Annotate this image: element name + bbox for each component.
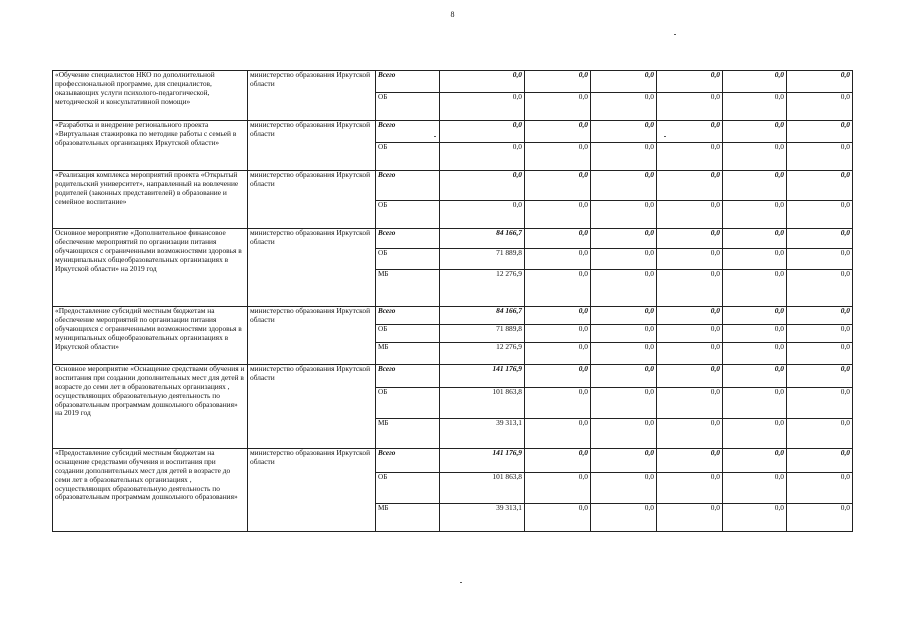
- funding-source-cell: Всего: [376, 307, 440, 325]
- amount-cell: 0,0: [657, 343, 723, 365]
- amount-cell: 0,0: [787, 419, 853, 449]
- funding-source-cell: Всего: [376, 229, 440, 249]
- funding-source-cell: МБ: [376, 504, 440, 532]
- funding-source-cell: МБ: [376, 343, 440, 365]
- amount-cell: 0,0: [525, 307, 591, 325]
- amount-cell: 0,0: [525, 270, 591, 307]
- amount-cell: 0,0: [787, 473, 853, 504]
- amount-cell: 0,0: [525, 143, 591, 171]
- amount-cell: 141 176,9: [440, 365, 525, 388]
- funding-source-cell: Всего: [376, 365, 440, 388]
- amount-cell: 39 313,1: [440, 504, 525, 532]
- amount-cell: 0,0: [591, 249, 657, 270]
- amount-cell: 0,0: [657, 249, 723, 270]
- amount-cell: 0,0: [591, 343, 657, 365]
- amount-cell: 0,0: [591, 388, 657, 419]
- amount-cell: 0,0: [440, 93, 525, 121]
- table-row: [53, 365, 853, 388]
- amount-cell: 0,0: [525, 71, 591, 93]
- scan-speck: [434, 136, 436, 137]
- amount-cell: 0,0: [657, 307, 723, 325]
- amount-cell: 0,0: [657, 121, 723, 143]
- funding-source-cell: Всего: [376, 449, 440, 473]
- activity-name-cell: «Предоставление субсидий местным бюджетам на обеспечение мероприятий по организации питания обучающихся с ограниченными возможностями здоровья в муниципальных общеобразовательных организациях в Иркутской области»: [53, 307, 248, 365]
- responsible-cell: министерство образования Иркутской области: [248, 449, 376, 532]
- budget-table: [52, 70, 853, 532]
- amount-cell: 0,0: [787, 171, 853, 201]
- amount-cell: 0,0: [723, 270, 787, 307]
- amount-cell: 0,0: [723, 93, 787, 121]
- amount-cell: 0,0: [440, 201, 525, 229]
- amount-cell: 0,0: [591, 171, 657, 201]
- amount-cell: 0,0: [440, 171, 525, 201]
- amount-cell: 12 276,9: [440, 343, 525, 365]
- activity-name-cell: «Предоставление субсидий местным бюджетам на оснащение средствами обучения и воспитания при создании дополнительных мест для детей в возрасте до семи лет в образовательных организациях , осуществляющих образовательную деятельность по образовательным программам дошкольного образования»: [53, 449, 248, 532]
- amount-cell: 0,0: [525, 365, 591, 388]
- amount-cell: 0,0: [591, 419, 657, 449]
- amount-cell: 0,0: [657, 201, 723, 229]
- amount-cell: 12 276,9: [440, 270, 525, 307]
- amount-cell: 0,0: [657, 504, 723, 532]
- funding-source-cell: ОБ: [376, 249, 440, 270]
- activity-name-cell: Основное мероприятие «Дополнительное финансовое обеспечение мероприятий по организации питания обучающихся с ограниченными возможностями здоровья в муниципальных общеобразовательных организациях в Иркутской области» на 2019 год: [53, 229, 248, 307]
- responsible-cell: министерство образования Иркутской области: [248, 171, 376, 229]
- funding-source-cell: Всего: [376, 171, 440, 201]
- amount-cell: 0,0: [525, 388, 591, 419]
- table-row: [53, 171, 853, 201]
- amount-cell: 0,0: [525, 171, 591, 201]
- amount-cell: 0,0: [591, 325, 657, 343]
- table-row: [53, 449, 853, 473]
- scan-speck: [664, 136, 666, 137]
- funding-source-cell: МБ: [376, 270, 440, 307]
- amount-cell: 0,0: [657, 419, 723, 449]
- amount-cell: 0,0: [657, 171, 723, 201]
- amount-cell: 0,0: [787, 365, 853, 388]
- activity-name-cell: «Реализация комплекса мероприятий проекта «Открытый родительский университет», направленный на вовлечение родителей (законных представителей) в образование и семейное воспитание»: [53, 171, 248, 229]
- amount-cell: 101 863,8: [440, 388, 525, 419]
- responsible-cell: министерство образования Иркутской области: [248, 229, 376, 307]
- amount-cell: 0,0: [591, 365, 657, 388]
- amount-cell: 0,0: [787, 504, 853, 532]
- amount-cell: 0,0: [591, 504, 657, 532]
- amount-cell: 84 166,7: [440, 229, 525, 249]
- amount-cell: 0,0: [723, 307, 787, 325]
- amount-cell: 0,0: [525, 419, 591, 449]
- funding-source-cell: ОБ: [376, 201, 440, 229]
- funding-source-cell: МБ: [376, 419, 440, 449]
- amount-cell: 0,0: [657, 143, 723, 171]
- amount-cell: 0,0: [723, 473, 787, 504]
- amount-cell: 0,0: [787, 143, 853, 171]
- amount-cell: 0,0: [787, 325, 853, 343]
- funding-source-cell: ОБ: [376, 473, 440, 504]
- amount-cell: 0,0: [787, 201, 853, 229]
- amount-cell: 71 889,8: [440, 249, 525, 270]
- amount-cell: 0,0: [591, 93, 657, 121]
- activity-name-cell: «Разработка и внедрение регионального проекта «Виртуальная стажировка по методике работы с семьей в образовательных организациях Иркутской области»: [53, 121, 248, 171]
- amount-cell: 0,0: [723, 325, 787, 343]
- amount-cell: 0,0: [525, 229, 591, 249]
- page-number: 8: [450, 10, 455, 19]
- amount-cell: 0,0: [657, 71, 723, 93]
- amount-cell: 0,0: [525, 473, 591, 504]
- amount-cell: 0,0: [787, 343, 853, 365]
- amount-cell: 101 863,8: [440, 473, 525, 504]
- scan-speck: [674, 34, 676, 35]
- amount-cell: 0,0: [723, 229, 787, 249]
- activity-name-cell: Основное мероприятие «Оснащение средствами обучения и воспитания при создании дополнительных мест для детей в возрасте до семи лет в образовательных организациях , осуществляющих образовательную деятельность по образовательным программам дошкольного образования» на 2019 год: [53, 365, 248, 449]
- amount-cell: 0,0: [657, 449, 723, 473]
- activity-name-cell: «Обучение специалистов НКО по дополнительной профессиональной программе, для специалистов, оказывающих услуги психолого-педагогической, методической и консультативной помощи»: [53, 71, 248, 121]
- amount-cell: 0,0: [657, 325, 723, 343]
- amount-cell: 0,0: [787, 270, 853, 307]
- amount-cell: 39 313,1: [440, 419, 525, 449]
- funding-source-cell: ОБ: [376, 93, 440, 121]
- amount-cell: 0,0: [525, 93, 591, 121]
- amount-cell: 0,0: [525, 504, 591, 532]
- amount-cell: 0,0: [440, 143, 525, 171]
- amount-cell: 0,0: [657, 93, 723, 121]
- amount-cell: 0,0: [591, 121, 657, 143]
- responsible-cell: министерство образования Иркутской области: [248, 71, 376, 121]
- amount-cell: 0,0: [787, 307, 853, 325]
- amount-cell: 0,0: [723, 365, 787, 388]
- amount-cell: 0,0: [657, 229, 723, 249]
- amount-cell: 0,0: [787, 71, 853, 93]
- scan-speck: [460, 582, 462, 583]
- amount-cell: 0,0: [787, 449, 853, 473]
- amount-cell: 0,0: [723, 143, 787, 171]
- amount-cell: 141 176,9: [440, 449, 525, 473]
- amount-cell: 0,0: [591, 449, 657, 473]
- amount-cell: 0,0: [591, 71, 657, 93]
- amount-cell: 0,0: [525, 249, 591, 270]
- amount-cell: 0,0: [525, 325, 591, 343]
- funding-source-cell: Всего: [376, 71, 440, 93]
- responsible-cell: министерство образования Иркутской области: [248, 307, 376, 365]
- responsible-cell: министерство образования Иркутской области: [248, 365, 376, 449]
- amount-cell: 0,0: [525, 201, 591, 229]
- funding-source-cell: Всего: [376, 121, 440, 143]
- amount-cell: 0,0: [787, 93, 853, 121]
- amount-cell: 0,0: [525, 121, 591, 143]
- amount-cell: 0,0: [591, 270, 657, 307]
- amount-cell: 71 889,8: [440, 325, 525, 343]
- responsible-cell: министерство образования Иркутской области: [248, 121, 376, 171]
- amount-cell: 0,0: [723, 121, 787, 143]
- amount-cell: 0,0: [787, 388, 853, 419]
- table-row: [53, 229, 853, 249]
- amount-cell: 0,0: [440, 71, 525, 93]
- amount-cell: 0,0: [591, 307, 657, 325]
- funding-source-cell: ОБ: [376, 143, 440, 171]
- table-row: [53, 307, 853, 325]
- amount-cell: 0,0: [591, 229, 657, 249]
- amount-cell: 0,0: [591, 473, 657, 504]
- funding-source-cell: ОБ: [376, 388, 440, 419]
- funding-source-cell: ОБ: [376, 325, 440, 343]
- amount-cell: 0,0: [440, 121, 525, 143]
- amount-cell: 0,0: [591, 143, 657, 171]
- amount-cell: 0,0: [723, 201, 787, 229]
- amount-cell: 0,0: [657, 270, 723, 307]
- amount-cell: 0,0: [723, 419, 787, 449]
- amount-cell: 0,0: [723, 388, 787, 419]
- amount-cell: 0,0: [525, 343, 591, 365]
- amount-cell: 0,0: [723, 249, 787, 270]
- amount-cell: 0,0: [591, 201, 657, 229]
- amount-cell: 0,0: [657, 473, 723, 504]
- amount-cell: 0,0: [723, 343, 787, 365]
- amount-cell: 0,0: [787, 121, 853, 143]
- amount-cell: 0,0: [787, 249, 853, 270]
- amount-cell: 0,0: [723, 71, 787, 93]
- table-row: [53, 71, 853, 93]
- amount-cell: 0,0: [723, 504, 787, 532]
- amount-cell: 0,0: [657, 388, 723, 419]
- amount-cell: 0,0: [723, 449, 787, 473]
- amount-cell: 0,0: [723, 171, 787, 201]
- amount-cell: 0,0: [657, 365, 723, 388]
- amount-cell: 84 166,7: [440, 307, 525, 325]
- amount-cell: 0,0: [525, 449, 591, 473]
- table-row: [53, 121, 853, 143]
- amount-cell: 0,0: [787, 229, 853, 249]
